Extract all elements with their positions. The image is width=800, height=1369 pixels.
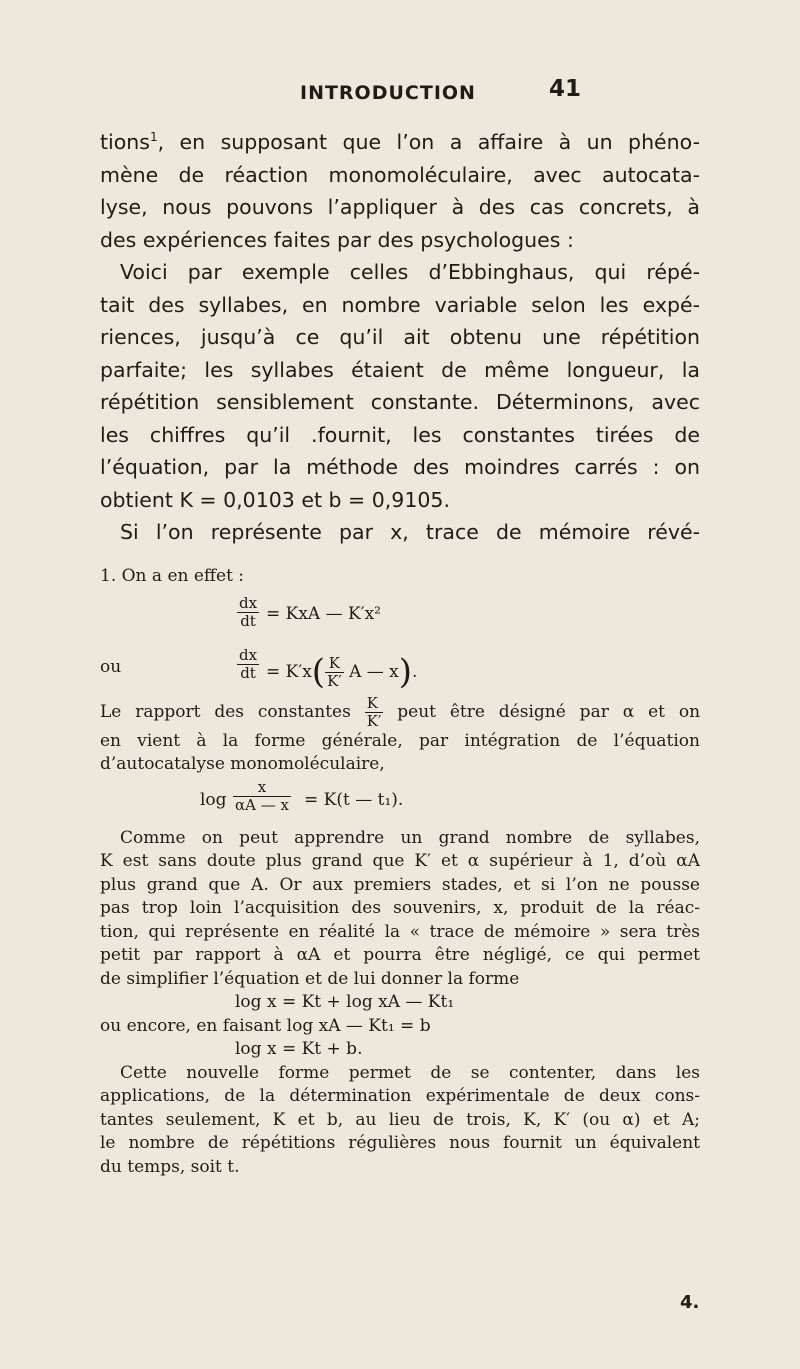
body-line: Voici par exemple celles d’Ebbinghaus, qui répé-	[120, 260, 700, 284]
footnote-line: plus grand que A. Or aux premiers stades, et si l’on ne pousse	[100, 874, 700, 895]
body-line: mène de réaction monomoléculaire, avec autocata-	[100, 162, 700, 187]
footnote-line: de simplifier l’équation et de lui donner la forme	[100, 968, 520, 989]
footnote-line: Cette nouvelle forme permet de se contenter, dans les	[120, 1062, 700, 1083]
footnote-line: en vient à la forme générale, par intégration de l’équation	[100, 730, 700, 751]
footnote-line: tantes seulement, K et b, au lieu de trois, K, K′ (ou α) et A;	[100, 1109, 700, 1130]
signature-mark: 4.	[680, 1292, 700, 1313]
body-line: répétition sensiblement constante. Déterminons, avec	[100, 390, 700, 414]
footnote-line: applications, de la détermination expérimentale de deux cons-	[100, 1086, 700, 1106]
footnote-line: pas trop loin l’acquisition des souvenirs, x, produit de la réac-	[100, 898, 700, 918]
footnote	[100, 565, 700, 1179]
equation-4: log x = Kt + log xA — Kt₁	[235, 992, 455, 1012]
footnote-line: du temps, soit t.	[100, 1156, 240, 1177]
body-line: les chiffres qu’il .fournit, les constantes tirées de	[100, 422, 700, 447]
footnote-line: petit par rapport à αA et pourra être négligé, ce qui permet	[100, 945, 700, 965]
body-line: parfaite; les syllabes étaient de même longueur, la	[100, 357, 700, 382]
main-text	[100, 126, 700, 549]
body-line: l’équation, par la méthode des moindres carrés : on	[100, 455, 700, 479]
footnote-intro: 1. On a en effet :	[100, 566, 245, 586]
footnote-line: le nombre de répétitions régulières nous fournit un équivalent	[100, 1133, 700, 1153]
footnote-line: tion, qui représente en réalité la « trace de mémoire » sera très	[100, 921, 700, 942]
footnote-ref: 1	[149, 130, 158, 145]
running-title: INTRODUCTION	[300, 82, 476, 104]
footnote-line: K est sans doute plus grand que K′ et α supérieur à 1, d’où αA	[100, 851, 700, 871]
body-line: des expériences faites par des psychologues :	[100, 227, 574, 252]
page-number: 41	[549, 76, 582, 102]
body-line: obtient K = 0,0103 et b = 0,9105.	[100, 487, 450, 512]
equation-2: ou $\frac{dx}{dt}$ = K′x( $\frac{K}{K'}$ A — x).	[100, 645, 418, 692]
body-line: riences, jusqu’à ce qu’il ait obtenu une répétition	[100, 325, 700, 349]
equation-5: log x = Kt + b.	[235, 1039, 363, 1059]
body-line: Si l’on représente par x, trace de mémoire révé-	[120, 520, 700, 544]
equation-1: $\frac{dx}{dt}$ = KxA — K′x²	[239, 593, 381, 630]
body-line: tions$^1$, en supposant que l’on a affaire à un phéno-	[100, 130, 700, 154]
footnote-line: Le rapport des constantes $\frac{K}{K'}$ peut être désigné par α et on	[100, 693, 701, 730]
footnote-line: ou encore, en faisant log xA — Kt₁ = b	[100, 1015, 431, 1036]
body-line: tait des syllabes, en nombre variable selon les expé-	[100, 292, 700, 317]
footnote-line: d’autocatalyse monomoléculaire,	[100, 754, 385, 774]
footnote-line: Comme on peut apprendre un grand nombre de syllabes,	[120, 827, 700, 848]
running-header	[0, 76, 800, 110]
body-line: lyse, nous pouvons l’appliquer à des cas concrets, à	[100, 195, 700, 219]
equation-3: log $\frac{x}{\alpha A — x}$ = K(t — t₁).	[200, 777, 404, 814]
